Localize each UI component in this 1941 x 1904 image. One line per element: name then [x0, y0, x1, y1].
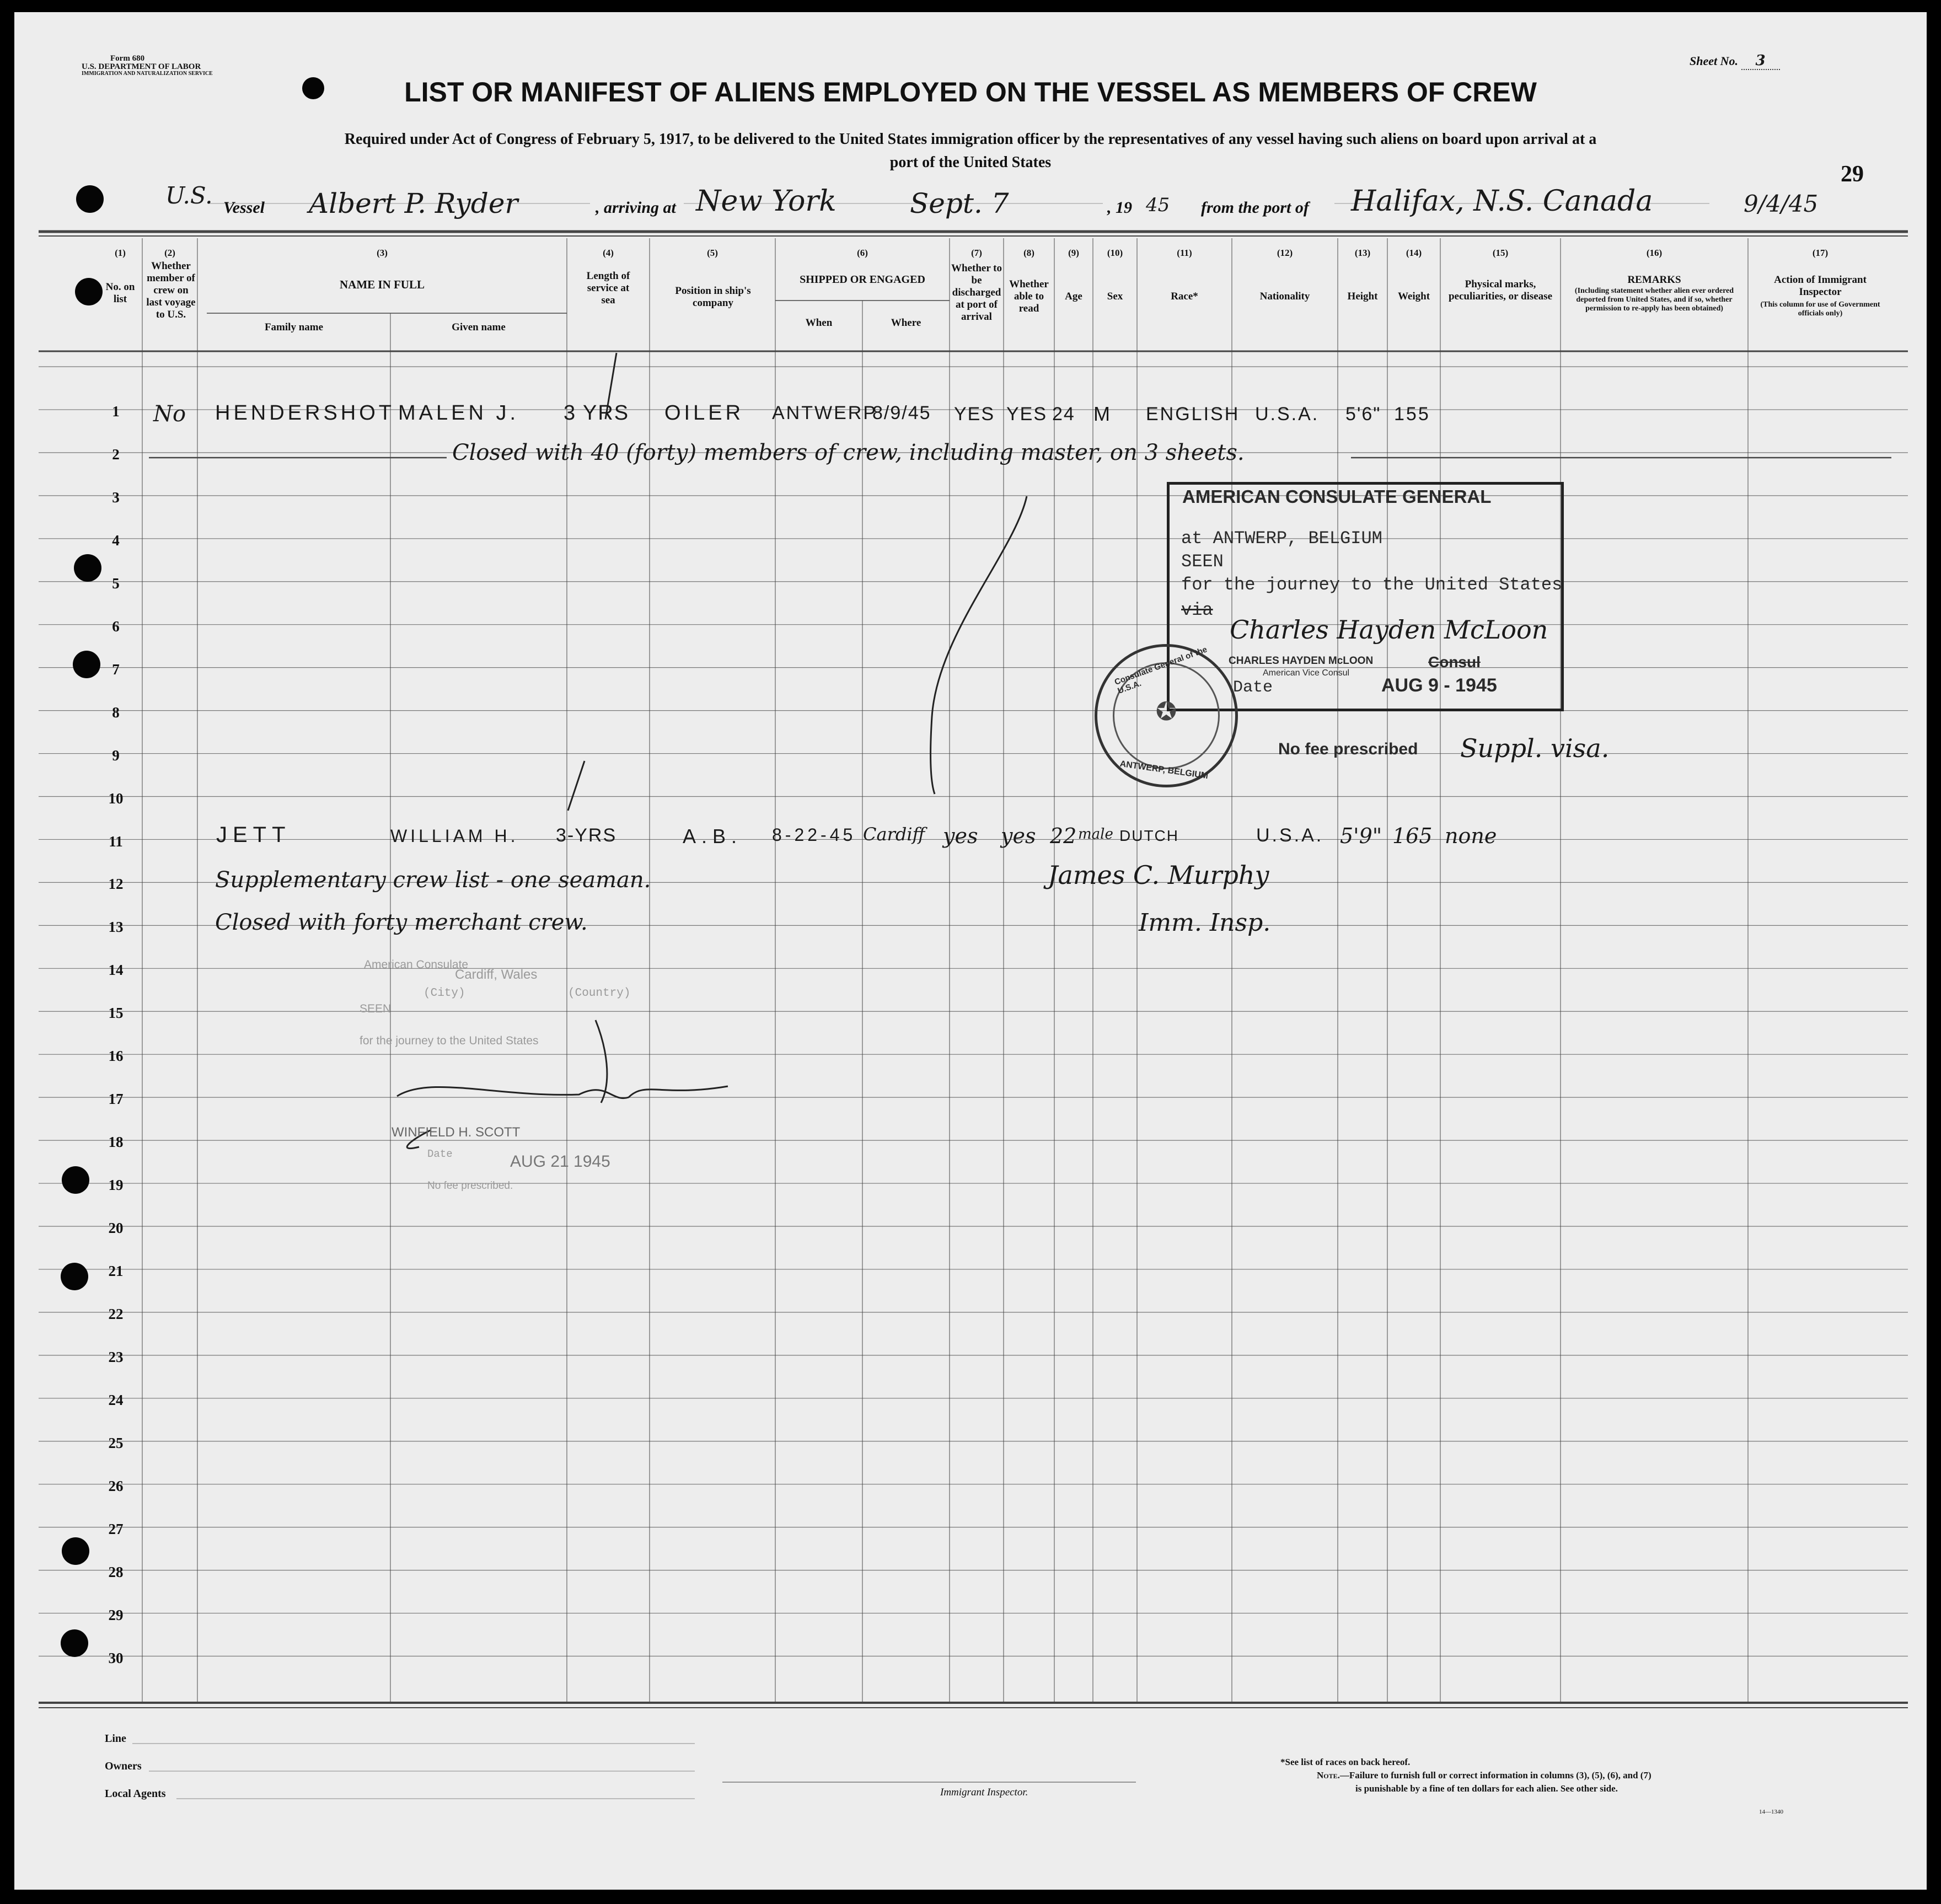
arriving-label: , arriving at — [596, 199, 676, 217]
stamp-line5: via — [1181, 600, 1213, 620]
stamp-line2: at ANTWERP, BELGIUM — [1181, 528, 1382, 549]
col17-label: Action of Immigrant Inspector — [1774, 274, 1867, 298]
col2-label: Whether member of crew on last voyage to U.S. — [146, 260, 196, 320]
row1-weight: 155 — [1394, 404, 1430, 425]
page-title: LIST OR MANIFEST OF ALIENS EMPLOYED ON THE VESSEL AS MEMBERS OF CREW — [404, 77, 1537, 108]
consul-title: American Vice Consul — [1263, 668, 1350, 678]
col3-family: Family name — [264, 321, 324, 333]
punch-hole — [61, 1629, 88, 1657]
sheet-number: 3 — [1741, 52, 1780, 70]
fee-label: No fee prescribed — [1278, 740, 1418, 758]
row-number: 4 — [112, 532, 120, 549]
row1-position: OILER — [664, 401, 744, 425]
footer-note-text1: —Failure to furnish full or correct information in columns (3), (5), (6), and (7) — [1339, 1770, 1652, 1780]
row11-sex: male — [1078, 826, 1113, 843]
row-number: 17 — [108, 1091, 124, 1108]
row11-given-name: WILLIAM H. — [390, 826, 519, 846]
cardiff-line1: American Consulate — [364, 958, 469, 971]
col8-label: Whether able to read — [1009, 278, 1049, 314]
consul-signature: Charles Hayden McLoon — [1230, 615, 1548, 645]
col12-num: (12) — [1277, 248, 1293, 258]
row-number: 11 — [109, 833, 123, 850]
footer-owners-label: Owners — [105, 1760, 142, 1772]
row-number: 6 — [112, 618, 120, 635]
row-number: 18 — [108, 1134, 124, 1151]
inspector-title: Imm. Insp. — [1139, 909, 1271, 937]
row11-service: 3-YRS — [556, 825, 617, 846]
row-number: 27 — [108, 1520, 124, 1537]
col7-num: (7) — [971, 248, 982, 258]
row1-where: ANTWERP — [772, 403, 877, 423]
inspector-signature: James C. Murphy — [1048, 860, 1269, 890]
footer-agents-label: Local Agents — [105, 1788, 166, 1800]
col6-label: SHIPPED OR ENGAGED — [800, 273, 925, 286]
col15-label: Physical marks, peculiarities, or disease — [1448, 278, 1553, 302]
consul-name: CHARLES HAYDEN McLOON — [1229, 655, 1374, 667]
from-label: from the port of — [1201, 199, 1309, 217]
row11-marks: none — [1445, 824, 1497, 848]
seal-city: ANTWERP, BELGIUM — [1119, 759, 1209, 781]
col10-num: (10) — [1107, 248, 1123, 258]
row-number: 10 — [108, 790, 124, 807]
stamp-date-value: AUG 9 - 1945 — [1381, 675, 1497, 696]
arriving-port: New York — [696, 185, 837, 218]
punch-hole — [75, 278, 103, 305]
sheet-label — [1690, 52, 1780, 70]
col14-label: Weight — [1397, 291, 1430, 302]
row11-read: yes — [1001, 824, 1036, 848]
row11-discharged: yes — [943, 824, 978, 848]
row11-race: DUTCH — [1119, 827, 1179, 844]
row2-closing-note: Closed with 40 (forty) members of crew, including master, on 3 sheets. — [452, 440, 1245, 465]
row1-service: 3 YRS — [564, 401, 630, 425]
row-number: 7 — [112, 661, 120, 678]
punch-hole — [62, 1537, 89, 1565]
row11-nationality: U.S.A. — [1256, 825, 1324, 846]
row-number: 16 — [108, 1048, 124, 1065]
col1-label: No. on list — [105, 281, 135, 305]
row12-note: Supplementary crew list - one seaman. — [215, 867, 651, 893]
cardiff-fee: No fee prescribed. — [427, 1180, 513, 1192]
row-number: 5 — [112, 575, 120, 592]
row1-age: 24 — [1052, 404, 1075, 425]
col16-label: REMARKS — [1627, 274, 1681, 286]
col5-num: (5) — [707, 248, 718, 258]
form-number: Form 680 — [110, 54, 145, 63]
col2-num: (2) — [164, 248, 175, 258]
seal-text: Consulate General of the U.S.A. — [1113, 645, 1209, 696]
row11-weight: 165 — [1392, 824, 1433, 848]
cardiff-name: WINFIELD H. SCOTT — [392, 1125, 521, 1140]
col1-num: (1) — [115, 248, 126, 258]
page-subtitle: Required under Act of Congress of February 5, 1917, to be delivered to the United States immigration officer by the representatives of any vessel having such aliens on board upon arrival at a — [344, 131, 1597, 148]
vessel-name: Albert P. Ryder — [309, 187, 518, 219]
col6-when: When — [805, 317, 833, 329]
row-number: 29 — [108, 1606, 124, 1623]
col15-num: (15) — [1492, 248, 1509, 258]
row-number: 26 — [108, 1477, 124, 1494]
row-number: 30 — [108, 1649, 124, 1666]
col12-label: Nationality — [1259, 291, 1310, 302]
arrival-date: Sept. 7 — [910, 187, 1009, 219]
row13-note: Closed with forty merchant crew. — [215, 910, 588, 935]
row-number: 21 — [108, 1263, 124, 1279]
footer-note-1 — [1317, 1770, 1652, 1781]
vessel-prefix: U.S. — [165, 182, 213, 209]
row1-last-voyage: No — [153, 401, 186, 427]
row-number: 1 — [112, 403, 120, 420]
row11-when: 8-22-45 — [772, 825, 856, 845]
row-number: 22 — [108, 1305, 124, 1322]
cardiff-city-label: (City) — [423, 987, 465, 1000]
punch-hole — [61, 1263, 88, 1290]
row11-age: 22 — [1050, 824, 1077, 848]
col13-num: (13) — [1354, 248, 1371, 258]
row-number: 9 — [112, 747, 120, 764]
vessel-label: Vessel — [223, 199, 265, 217]
row-number: 12 — [108, 876, 124, 893]
row11-height: 5'9" — [1340, 824, 1382, 848]
row-number: 15 — [108, 1005, 124, 1022]
row11-position: A.B. — [683, 825, 743, 848]
cardiff-line2: Cardiff, Wales — [455, 967, 538, 982]
year-suffix: 45 — [1146, 194, 1170, 216]
footer-inspector-label: Immigrant Inspector. — [940, 1787, 1028, 1798]
row1-read: YES — [1006, 404, 1048, 425]
eagle-icon: ✪ — [1155, 698, 1177, 726]
col4-label: Length of service at sea — [586, 270, 630, 306]
row-number: 13 — [108, 919, 124, 936]
col16-note: (Including statement whether alien ever ordered deported from United States, and if so, whether permission to re-apply has been obtained) — [1574, 287, 1734, 313]
col11-label: Race* — [1171, 291, 1198, 302]
col17-note: (This column for use of Government officials only) — [1760, 301, 1880, 318]
punch-hole — [62, 1166, 89, 1194]
side-date: 9/4/45 — [1744, 190, 1819, 217]
cardiff-seen: SEEN — [360, 1002, 392, 1015]
sheet-label-text: Sheet No. — [1690, 54, 1738, 68]
row-number: 14 — [108, 962, 124, 979]
col11-num: (11) — [1177, 248, 1192, 258]
cardiff-date-label: Date — [427, 1148, 453, 1160]
footer-line-label: Line — [105, 1733, 126, 1745]
row-number: 20 — [108, 1220, 124, 1237]
stamp-line1: AMERICAN CONSULATE GENERAL — [1182, 486, 1492, 507]
col13-label: Height — [1347, 291, 1378, 302]
row1-discharged: YES — [954, 404, 995, 425]
col5-label: Position in ship's company — [675, 285, 751, 309]
col4-num: (4) — [603, 248, 614, 258]
footer-print-code: 14—1340 — [1759, 1809, 1783, 1815]
consul-label: Consul — [1428, 653, 1481, 671]
footer-race-note: *See list of races on back hereof. — [1280, 1757, 1411, 1767]
row-number: 23 — [108, 1348, 124, 1365]
row-number: 25 — [108, 1434, 124, 1451]
col8-num: (8) — [1023, 248, 1034, 258]
stamp-line3: SEEN — [1181, 551, 1224, 572]
col3-num: (3) — [377, 248, 388, 258]
col16-num: (16) — [1646, 248, 1663, 258]
row1-family-name: HENDERSHOT — [215, 401, 395, 425]
row-number: 19 — [108, 1177, 124, 1194]
year-prefix: , 19 — [1107, 199, 1132, 217]
col6-where: Where — [891, 317, 921, 329]
col7-label: Whether to be discharged at port of arrival — [951, 262, 1002, 323]
consulate-seal — [1095, 644, 1238, 787]
col9-label: Age — [1065, 291, 1082, 302]
row1-when: 8/9/45 — [872, 403, 931, 423]
col17-num: (17) — [1812, 248, 1829, 258]
page-subtitle-2: port of the United States — [889, 154, 1052, 171]
col6-num: (6) — [857, 248, 868, 258]
row1-given-name: MALEN J. — [398, 401, 519, 425]
col10-label: Sex — [1107, 291, 1123, 302]
row-number: 24 — [108, 1391, 124, 1408]
row1-sex: M — [1093, 403, 1113, 425]
col9-num: (9) — [1068, 248, 1079, 258]
row-number: 2 — [112, 446, 120, 463]
footer-note-label: Note. — [1317, 1770, 1340, 1780]
col3-label: NAME IN FULL — [339, 278, 425, 291]
row1-height: 5'6" — [1345, 404, 1381, 425]
fee-value: Suppl. visa. — [1460, 733, 1610, 763]
stamp-line4: for the journey to the United States — [1181, 575, 1563, 595]
department: U.S. DEPARTMENT OF LABOR — [82, 62, 201, 71]
cardiff-journey: for the journey to the United States — [360, 1034, 539, 1047]
col3-given: Given name — [452, 321, 506, 333]
row-number: 28 — [108, 1563, 124, 1580]
row11-family-name: JETT — [216, 823, 291, 847]
row1-nationality: U.S.A. — [1255, 404, 1320, 425]
service: IMMIGRATION AND NATURALIZATION SERVICE — [82, 71, 213, 77]
cardiff-country-label: (Country) — [568, 987, 631, 1000]
stamp-date-label: Date — [1233, 678, 1273, 697]
punch-hole — [76, 185, 104, 213]
from-port: Halifax, N.S. Canada — [1351, 185, 1653, 218]
cardiff-date-value: AUG 21 1945 — [510, 1152, 610, 1171]
col14-num: (14) — [1406, 248, 1422, 258]
row1-race: ENGLISH — [1146, 404, 1240, 425]
footer-note-2: is punishable by a fine of ten dollars for each alien. See other side. — [1355, 1783, 1618, 1794]
page-number: 29 — [1841, 162, 1864, 187]
row11-where: Cardiff — [863, 824, 925, 845]
row-number: 8 — [112, 704, 120, 721]
row-number: 3 — [112, 489, 120, 506]
